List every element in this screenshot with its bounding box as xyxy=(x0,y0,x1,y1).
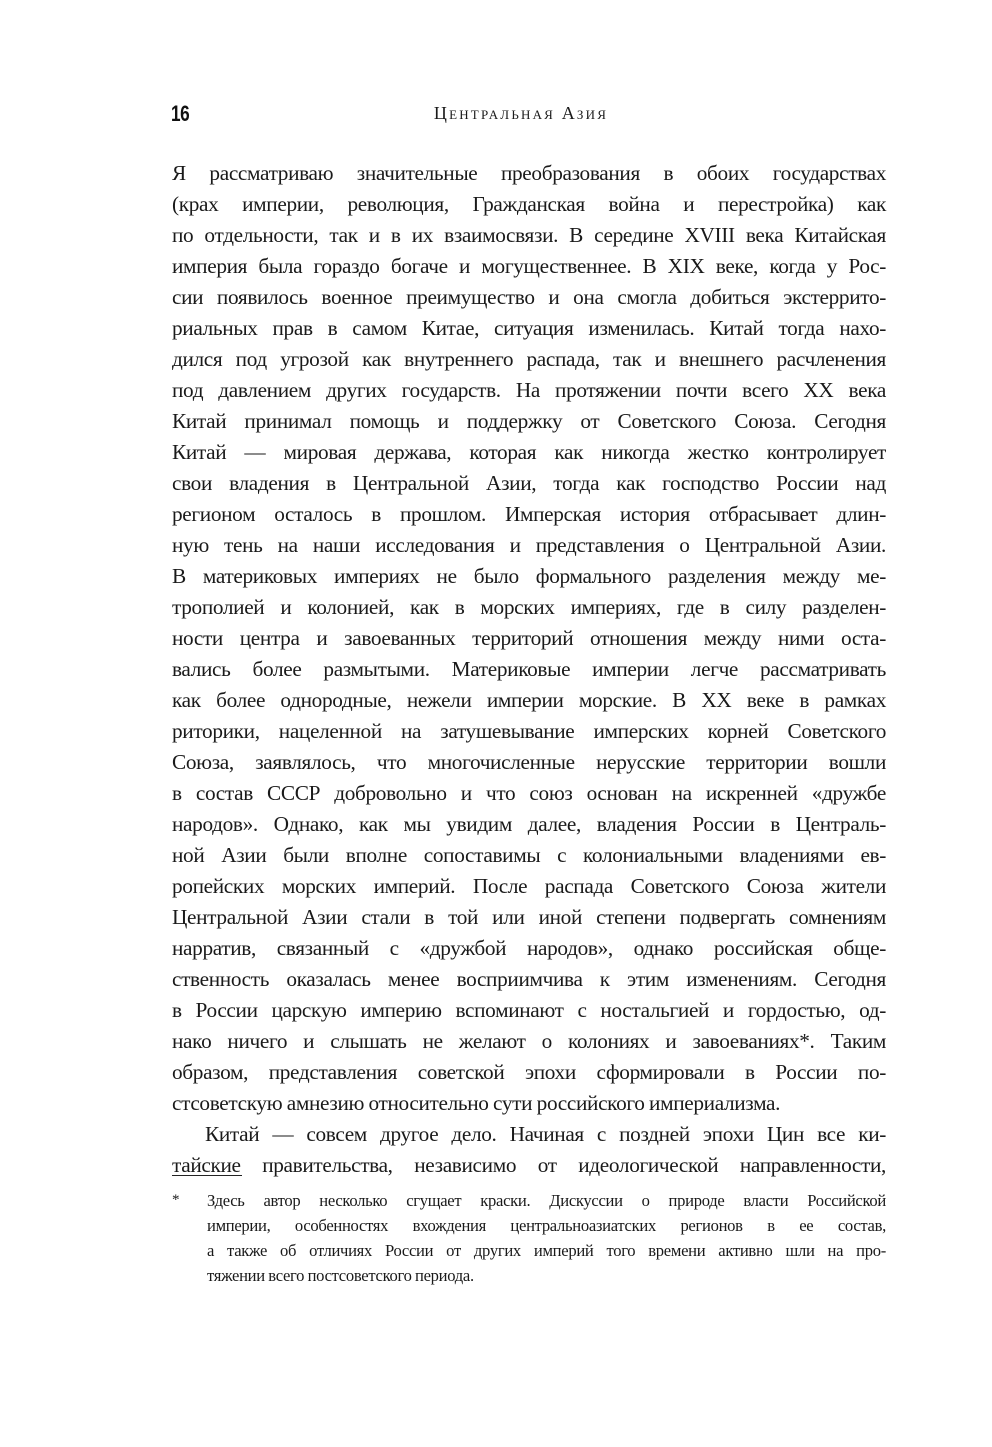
text-line: нако ничего и слышать не желают о колониях и завоеваниях*. Таким xyxy=(172,1029,886,1053)
text-line: Союза, заявлялось, что многочисленные нерусские территории вошли xyxy=(172,750,886,774)
text-line: ную тень на наши исследования и представления о Центральной Азии. xyxy=(172,533,886,557)
text-line: регионом осталось в прошлом. Имперская история отбрасывает длин- xyxy=(172,502,886,526)
text-line: Центральной Азии стали в той или иной степени подвергать сомнениям xyxy=(172,905,886,929)
text-line: сии появилось военное преимущество и она смогла добиться экстеррито- xyxy=(172,285,886,309)
text-line: империя была гораздо богаче и могущественнее. В XIX веке, когда у Рос- xyxy=(172,254,886,278)
text-line: как более однородные, нежели империи морские. В XX веке в рамках xyxy=(172,688,886,712)
text-line: в состав СССР добровольно и что союз основан на искренней «дружбе xyxy=(172,781,886,805)
footnote-line: а также об отличиях России от других империй того времени активно шли на про- xyxy=(207,1241,886,1260)
text-line: тайские правительства, независимо от идеологической направленности, xyxy=(172,1153,886,1177)
text-line: образом, представления советской эпохи сформировали в России по- xyxy=(172,1060,886,1084)
text-line: свои владения в Центральной Азии, тогда как господство России над xyxy=(172,471,886,495)
text-line: Китай — совсем другое дело. Начиная с поздней эпохи Цин все ки- xyxy=(205,1122,886,1146)
text-line: Я рассматриваю значительные преобразования в обоих государствах xyxy=(172,161,886,185)
footnote-body xyxy=(207,1188,886,1288)
text-line: риальных прав в самом Китае, ситуация изменилась. Китай тогда нахо- xyxy=(172,316,886,340)
text-line: в России царскую империю вспоминают с ностальгией и гордостью, од- xyxy=(172,998,886,1022)
running-head-title: Центральная Азия xyxy=(433,103,609,123)
footnote-line: тяжении всего постсоветского периода. xyxy=(207,1266,474,1285)
text-line: В материковых империях не было формального разделения между ме- xyxy=(172,564,886,588)
text-line: ности центра и завоеванных территорий отношения между ними оста- xyxy=(172,626,886,650)
page-number: 16 xyxy=(171,101,190,126)
text-line: народов». Однако, как мы увидим далее, владения России в Централь- xyxy=(172,812,886,836)
text-line: стсоветскую амнезию относительно сути российского империализма. xyxy=(172,1091,781,1115)
text-line: (крах империи, революция, Гражданская война и перестройка) как xyxy=(172,192,886,216)
text-line: ной Азии были вполне сопоставимы с колониальными владениями ев- xyxy=(172,843,886,867)
paragraph-2 xyxy=(172,1119,886,1181)
text-line: ропейских морских империй. После распада Советского Союза жители xyxy=(172,874,886,898)
text-line: нарратив, связанный с «дружбой народов», однако российская обще- xyxy=(172,936,886,960)
text-line: вались более размытыми. Материковые империи легче рассматривать xyxy=(172,657,886,681)
text-line: ственность оказалась менее восприимчива к этим изменениям. Сегодня xyxy=(172,967,886,991)
text-line: дился под угрозой как внутреннего распада, так и внешнего расчленения xyxy=(172,347,886,371)
text-line: Китай — мировая держава, которая как никогда жестко контролирует xyxy=(172,440,886,464)
footnote-line: Здесь автор несколько сгущает краски. Дискуссии о природе власти Российской xyxy=(207,1191,886,1210)
text-line: под давлением других государств. На протяжении почти всего XX века xyxy=(172,378,886,402)
text-line: Китай принимал помощь и поддержку от Советского Союза. Сегодня xyxy=(172,409,886,433)
text-line: трополией и колонией, как в морских империях, где в силу разделен- xyxy=(172,595,886,619)
body-text xyxy=(172,158,886,1181)
footnote-line: империи, особенностях вхождения центральноазиатских регионов в ее состав, xyxy=(207,1216,886,1235)
running-head xyxy=(0,103,992,124)
footnote-separator xyxy=(172,1175,242,1176)
text-line: по отдельности, так и в их взаимосвязи. В середине XVIII века Китайская xyxy=(172,223,886,247)
footnote-marker: * xyxy=(172,1192,180,1208)
text-line: риторики, нацеленной на затушевывание имперских корней Советского xyxy=(172,719,886,743)
paragraph-1 xyxy=(172,158,886,1119)
